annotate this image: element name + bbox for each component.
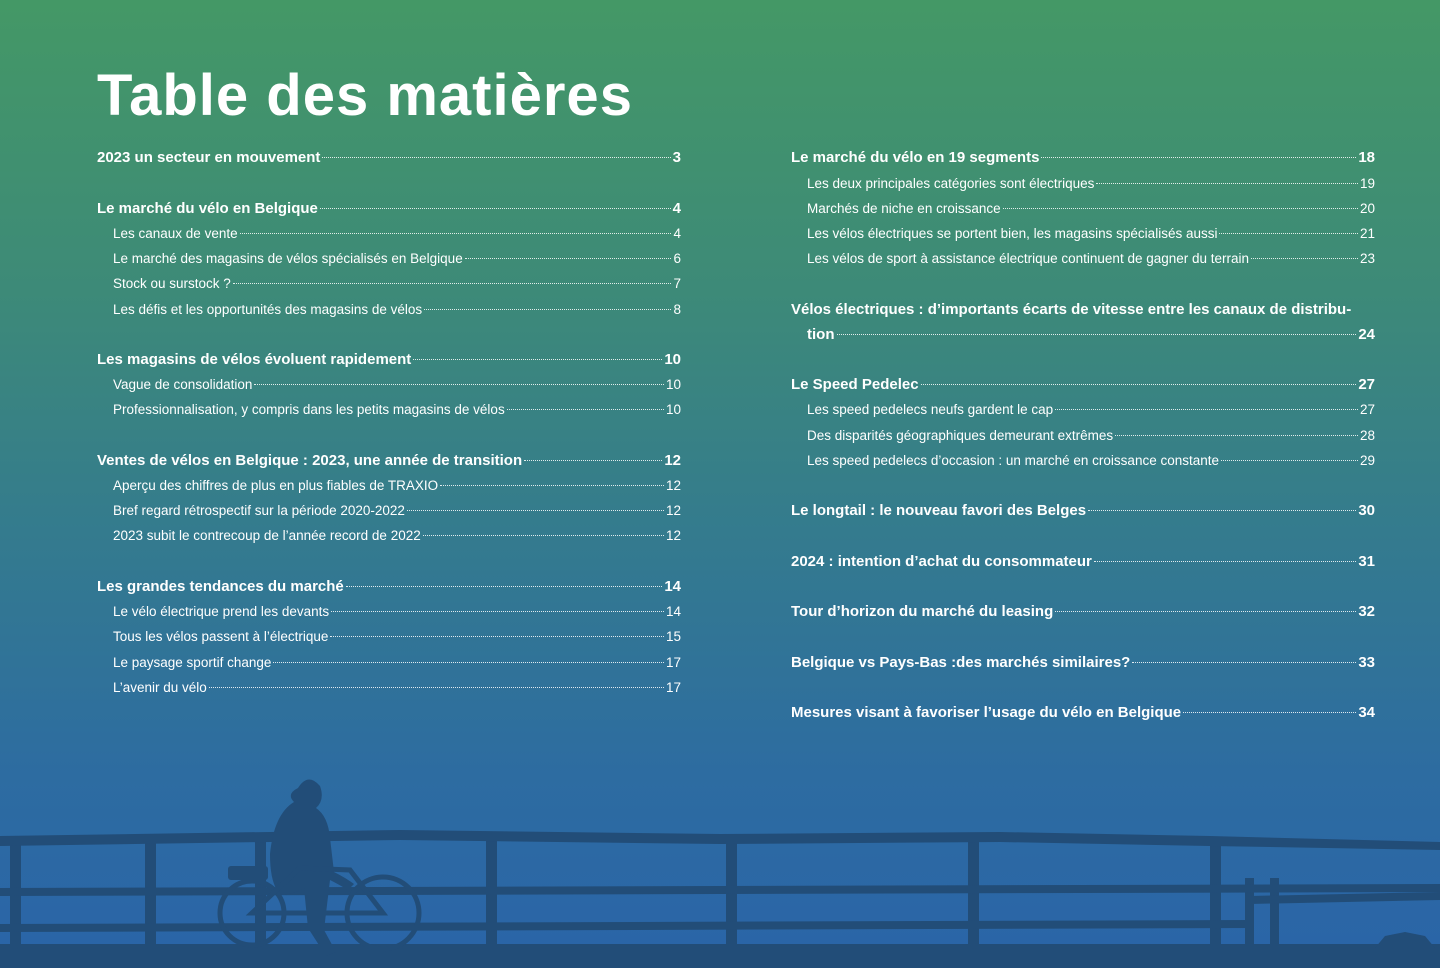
dot-leader [1055,409,1358,410]
toc-entry-page: 21 [1359,226,1375,241]
toc-subentry[interactable] [97,503,681,525]
toc-entry-label: Le Speed Pedelec [791,376,919,393]
dot-leader [273,662,664,663]
dot-leader [423,535,664,536]
toc-entry-page: 27 [1358,376,1375,393]
toc-entry[interactable] [97,452,681,474]
toc-entry[interactable] [791,326,1375,348]
toc-entry[interactable] [791,502,1375,524]
toc-entry-page: 27 [1359,402,1375,417]
toc-entry-page: 19 [1359,176,1375,191]
toc-entry-page: 4 [672,200,681,217]
toc-subentry[interactable] [97,302,681,324]
toc-entry-label: 2023 subit le contrecoup de l’année record de 2022 [113,528,421,543]
toc-entry-page: 29 [1359,453,1375,468]
toc-entry-page: 31 [1358,553,1375,570]
toc-entry-label: Les magasins de vélos évoluent rapidement [97,351,412,368]
toc-entry-page: 34 [1358,704,1375,721]
dot-leader [507,409,664,410]
dot-leader [1251,258,1358,259]
toc-entry-label: Le vélo électrique prend les devants [113,604,330,619]
toc-entry-label: Les speed pedelecs d’occasion : un marché en croissance constante [807,453,1220,468]
toc-entry-page: 7 [673,276,681,291]
toc-entry-label: Aperçu des chiffres de plus en plus fiables de TRAXIO [113,478,439,493]
toc-entry-label: Tous les vélos passent à l’électrique [113,629,329,644]
toc-entry[interactable] [791,654,1375,676]
toc-subentry[interactable] [97,402,681,424]
toc-entry-page: 18 [1358,149,1375,166]
toc-entry-label: Les speed pedelecs neufs gardent le cap [807,402,1054,417]
toc-entry-page: 15 [665,629,681,644]
toc-entry[interactable] [97,200,681,222]
dot-leader [1094,561,1356,562]
toc-entry-label-continued: tion [807,326,835,343]
toc-entry-page: 6 [673,251,681,266]
toc-subentry[interactable] [791,201,1375,223]
toc-entry-page: 14 [665,604,681,619]
toc-entry-line-1[interactable] [791,301,1375,323]
toc-entry-page: 10 [665,402,681,417]
toc-entry-label: Marchés de niche en croissance [807,201,1001,216]
dot-leader [413,359,662,360]
toc-subentry[interactable] [791,226,1375,248]
toc-entry-page: 10 [665,377,681,392]
toc-subentry[interactable] [97,604,681,626]
toc-entry-page: 28 [1359,428,1375,443]
dot-leader [837,334,1357,335]
toc-entry-label: Stock ou surstock ? [113,276,231,291]
toc-subentry[interactable] [97,528,681,550]
toc-entry-label: Le marché des magasins de vélos spécialisés en Belgique [113,251,463,266]
toc-entry[interactable] [97,149,681,171]
toc-entry-page: 12 [665,478,681,493]
toc-entry-page: 12 [665,503,681,518]
toc-subentry[interactable] [97,377,681,399]
toc-entry-page: 14 [664,578,681,595]
dot-leader [240,233,672,234]
dot-leader [921,384,1357,385]
toc-entry-label: Les défis et les opportunités des magasins de vélos [113,302,423,317]
toc-entry-label: Le marché du vélo en 19 segments [791,149,1040,166]
toc-entry-label: Le marché du vélo en Belgique [97,200,318,217]
toc-entry-label: Le longtail : le nouveau favori des Belges [791,502,1087,519]
dot-leader [407,510,664,511]
toc-subentry[interactable] [791,251,1375,273]
dot-leader [1003,208,1358,209]
dot-leader [524,460,662,461]
dot-leader [1115,435,1358,436]
toc-entry-label: Vélos électriques : d’importants écarts de vitesse entre les canaux de distribu- [791,301,1352,318]
toc-entry-page: 10 [664,351,681,368]
toc-entry-label: Belgique vs Pays-Bas :des marchés similaires? [791,654,1131,671]
dot-leader [1096,183,1358,184]
toc-entry-label: Professionnalisation, y compris dans les petits magasins de vélos [113,402,505,417]
toc-entry-page: 17 [665,680,681,695]
toc-entry-page: 4 [673,226,681,241]
toc-entry-label: Le paysage sportif change [113,655,272,670]
page-title: Table des matières [97,63,633,128]
dot-leader [1041,157,1356,158]
dot-leader [346,586,663,587]
toc-entry[interactable] [97,578,681,600]
toc-subentry[interactable] [97,680,681,702]
toc-entry-label: Des disparités géographiques demeurant extrêmes [807,428,1114,443]
dot-leader [331,611,664,612]
toc-entry-page: 32 [1358,603,1375,620]
toc-entry-label: Mesures visant à favoriser l’usage du vélo en Belgique [791,704,1182,721]
toc-subentry[interactable] [791,428,1375,450]
toc-subentry[interactable] [97,276,681,298]
toc-entry[interactable] [791,553,1375,575]
toc-entry-label: Les vélos de sport à assistance électrique continuent de gagner du terrain [807,251,1250,266]
toc-subentry[interactable] [791,176,1375,198]
toc-entry-label: 2023 un secteur en mouvement [97,149,321,166]
toc-entry-page: 20 [1359,201,1375,216]
toc-entry-page: 30 [1358,502,1375,519]
toc-entry[interactable] [97,351,681,373]
toc-subentry[interactable] [97,251,681,273]
toc-subentry[interactable] [97,655,681,677]
dot-leader [1055,611,1356,612]
dot-leader [322,157,670,158]
toc-entry-label: Tour d’horizon du marché du leasing [791,603,1054,620]
toc-subentry[interactable] [97,478,681,500]
toc-entry-label: 2024 : intention d’achat du consommateur [791,553,1092,570]
toc-subentry[interactable] [791,402,1375,424]
toc-entry[interactable] [791,603,1375,625]
toc-entry-page: 12 [664,452,681,469]
dot-leader [1219,233,1358,234]
toc-entry-page: 17 [665,655,681,670]
toc-subentry[interactable] [791,453,1375,475]
toc-entry-label: Les canaux de vente [113,226,238,241]
dot-leader [209,687,664,688]
dot-leader [1183,712,1356,713]
toc-entry-page: 12 [665,528,681,543]
toc-entry-label: Vague de consolidation [113,377,253,392]
dot-leader [440,485,664,486]
toc-entry[interactable] [791,149,1375,171]
toc-entry-page: 8 [673,302,681,317]
toc-entry-label: Ventes de vélos en Belgique : 2023, une année de transition [97,452,523,469]
dot-leader [233,283,672,284]
dot-leader [254,384,664,385]
cyclist-bridge-silhouette [0,738,1440,968]
dot-leader [1088,510,1356,511]
toc-subentry[interactable] [97,226,681,248]
toc-entry[interactable] [791,704,1375,726]
dot-leader [1132,662,1356,663]
toc-entry-page: 23 [1359,251,1375,266]
toc-entry-label: Les grandes tendances du marché [97,578,344,595]
toc-entry-label: Les deux principales catégories sont électriques [807,176,1095,191]
toc-entry-page: 24 [1358,326,1375,343]
dot-leader [465,258,672,259]
toc-entry-label: Bref regard rétrospectif sur la période 2020-2022 [113,503,405,518]
dot-leader [424,309,671,310]
toc-subentry[interactable] [97,629,681,651]
dot-leader [1221,460,1358,461]
toc-entry[interactable] [791,376,1375,398]
toc-entry-page: 3 [672,149,681,166]
toc-entry-page: 33 [1358,654,1375,671]
toc-entry-label: Les vélos électriques se portent bien, les magasins spécialisés aussi [807,226,1218,241]
dot-leader [330,636,664,637]
toc-entry-label: L’avenir du vélo [113,680,207,695]
dot-leader [320,208,671,209]
